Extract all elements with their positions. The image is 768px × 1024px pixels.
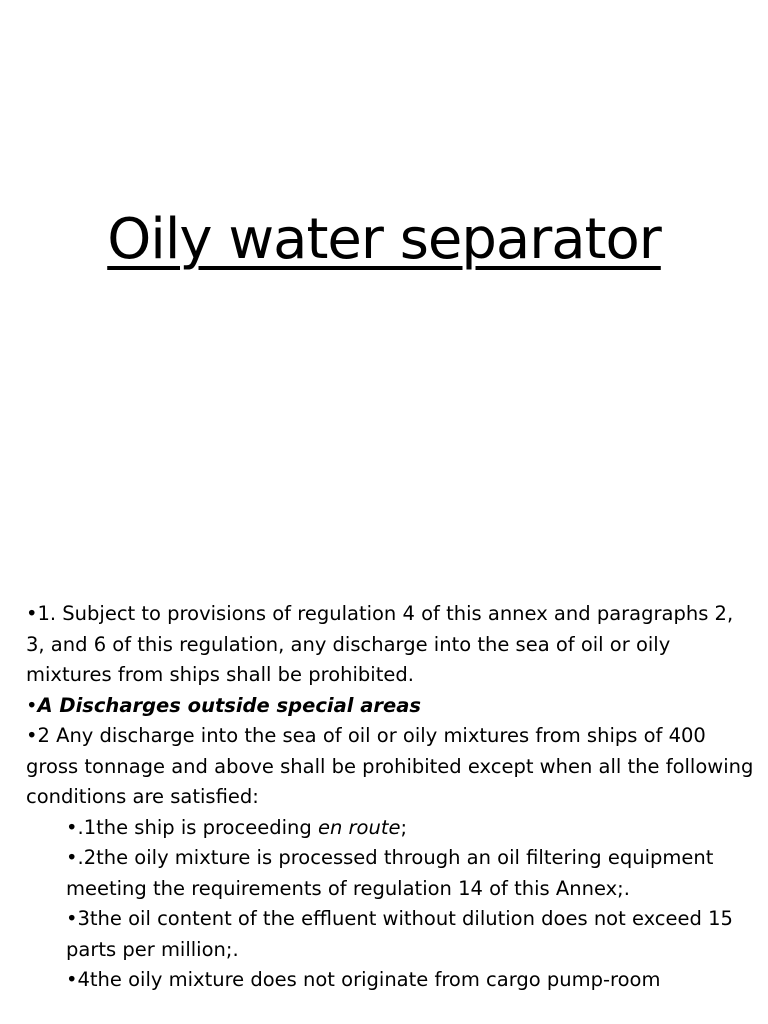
condition-1 xyxy=(26,813,756,844)
paragraph-1: •1. Subject to provisions of regulation 4 of this annex and paragraphs 2, 3, and 6 of this regulation, any discharge into the sea of oil or oily mixtures from ships shall be prohibited. xyxy=(26,602,734,686)
condition-1-italic: en route xyxy=(317,815,401,839)
section-heading-text: A Discharges outside special areas xyxy=(37,693,421,717)
condition-3: •3the oil content of the effluent without dilution does not exceed 15 parts per million;. xyxy=(66,907,733,961)
paragraph-2: •2 Any discharge into the sea of oil or oily mixtures from ships of 400 gross tonnage and above shall be prohibited except when all the following conditions are satisfied: xyxy=(26,724,754,808)
slide-title: Oily water separator xyxy=(107,207,661,272)
section-heading xyxy=(26,691,756,722)
condition-2: •.2the oily mixture is processed through an oil filtering equipment meeting the requirements of regulation 14 of this Annex;. xyxy=(66,846,714,900)
bullet: • xyxy=(26,693,38,717)
condition-1-prefix: •.1the ship is proceeding xyxy=(66,815,318,839)
condition-1-suffix: ; xyxy=(400,815,408,839)
regulation-text xyxy=(26,599,756,996)
condition-4: •4the oily mixture does not originate from cargo pump-room xyxy=(66,968,661,991)
